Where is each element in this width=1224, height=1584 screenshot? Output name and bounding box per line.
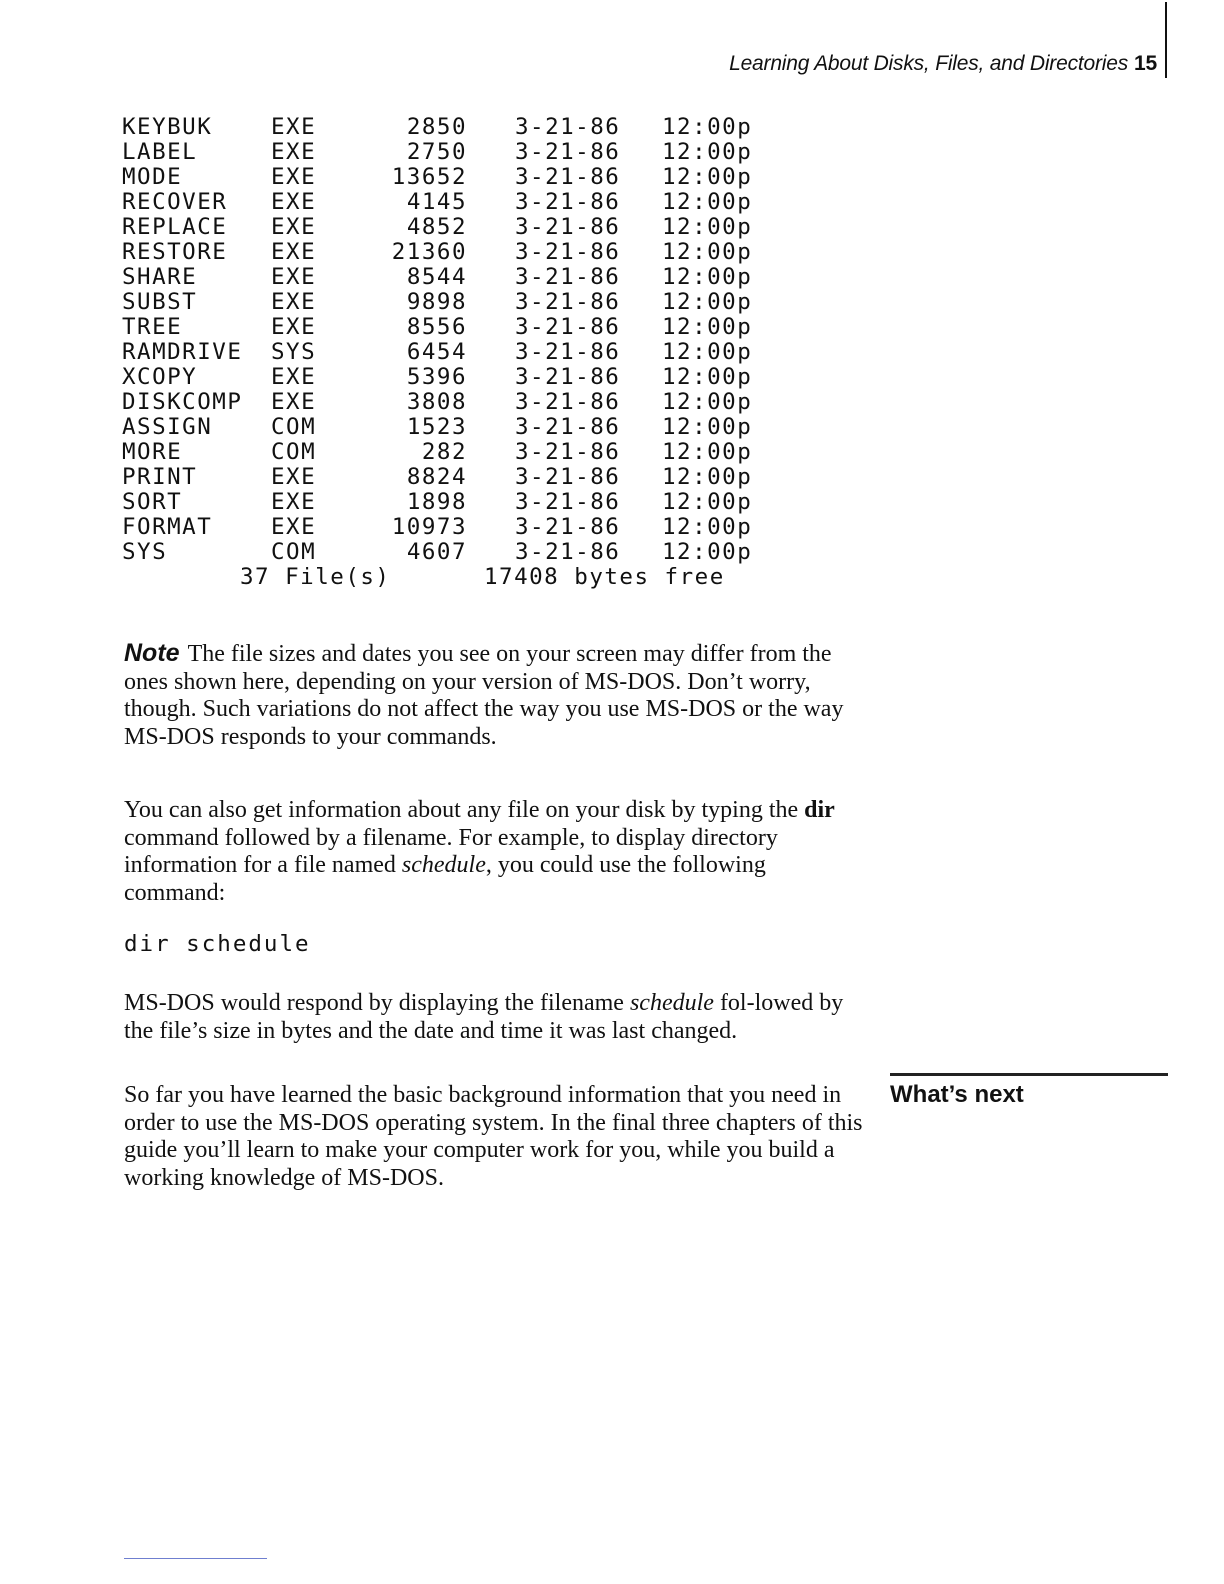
response-text-2: fol-lowed by the file’s size in bytes and the date and time it was last changed.	[124, 990, 844, 1044]
file-extension: EXE	[271, 264, 317, 290]
file-date: 3-21-86	[515, 464, 621, 490]
file-date: 3-21-86	[515, 164, 621, 190]
file-date: 3-21-86	[515, 389, 621, 415]
file-name: XCOPY	[122, 364, 198, 390]
note-label: Note	[124, 639, 180, 667]
file-date: 3-21-86	[515, 414, 621, 440]
file-name: DISKCOMP	[122, 389, 243, 415]
file-size: 1898	[406, 489, 467, 515]
file-size: 4145	[406, 189, 467, 215]
file-extension: EXE	[271, 189, 317, 215]
msdos-term: MS-DOS	[278, 1109, 370, 1136]
file-name: FORMAT	[122, 514, 213, 540]
schedule-term: schedule	[629, 990, 714, 1016]
file-size: 4607	[406, 539, 467, 565]
file-extension: EXE	[271, 114, 317, 140]
file-size: 8544	[406, 264, 467, 290]
file-time: 12:00p	[662, 514, 753, 540]
page-number: 15	[1134, 52, 1157, 75]
file-extension: EXE	[271, 464, 317, 490]
whats-next-heading: What’s next	[890, 1081, 1024, 1108]
file-extension: EXE	[271, 139, 317, 165]
file-time: 12:00p	[662, 189, 753, 215]
file-name: MODE	[122, 164, 183, 190]
file-date: 3-21-86	[515, 239, 621, 265]
dir-paragraph	[124, 797, 864, 907]
note-paragraph	[124, 640, 864, 751]
file-extension: EXE	[271, 489, 317, 515]
file-extension: EXE	[271, 214, 317, 240]
example-command: dir schedule	[124, 931, 311, 957]
file-name: REPLACE	[122, 214, 228, 240]
msdos-term: MS-DOS	[124, 723, 215, 750]
dir-text-2: command followed by a filename. For example, to display directory information for a file named	[124, 824, 778, 878]
note-text-4: responds to your commands.	[214, 723, 497, 750]
file-time: 12:00p	[662, 264, 753, 290]
file-date: 3-21-86	[515, 114, 621, 140]
dir-text-3: , you could use the following command:	[124, 852, 766, 906]
file-extension: COM	[271, 539, 317, 565]
file-time: 12:00p	[662, 239, 753, 265]
response-paragraph	[124, 990, 864, 1045]
file-name: SHARE	[122, 264, 198, 290]
next-text-2: operating system. In the final three chapters of this guide you’ll learn to make your computer work for you, while you build a working knowledge of	[124, 1109, 863, 1191]
next-text-3: .	[438, 1164, 444, 1191]
file-size: 8556	[406, 314, 467, 340]
file-size: 6454	[406, 339, 467, 365]
msdos-term: MS-DOS	[645, 696, 737, 722]
file-name: SYS	[122, 539, 168, 565]
file-size: 10973	[391, 514, 467, 540]
file-time: 12:00p	[662, 364, 753, 390]
msdos-term: MS-DOS	[584, 668, 676, 695]
file-size: 8824	[406, 464, 467, 490]
sidebar-rule	[890, 1073, 1168, 1076]
msdos-term: MS-DOS	[347, 1164, 438, 1191]
file-date: 3-21-86	[515, 339, 621, 365]
schedule-term: schedule	[401, 852, 486, 878]
file-size: 3808	[406, 389, 467, 415]
file-name: RAMDRIVE	[122, 339, 243, 365]
msdos-term: MS-DOS	[124, 990, 215, 1016]
file-name: PRINT	[122, 464, 198, 490]
file-name: TREE	[122, 314, 183, 340]
file-date: 3-21-86	[515, 314, 621, 340]
file-size: 4852	[406, 214, 467, 240]
file-name: LABEL	[122, 139, 198, 165]
file-extension: EXE	[271, 314, 317, 340]
file-time: 12:00p	[662, 114, 753, 140]
file-time: 12:00p	[662, 489, 753, 515]
file-name: RESTORE	[122, 239, 228, 265]
file-name: SUBST	[122, 289, 198, 315]
file-size: 2850	[406, 114, 467, 140]
file-time: 12:00p	[662, 539, 753, 565]
note-text-1: The file sizes and dates you see on your screen may differ from the ones shown here, depending on your version of	[124, 641, 832, 695]
file-time: 12:00p	[662, 314, 753, 340]
running-head	[560, 52, 1157, 76]
file-time: 12:00p	[662, 139, 753, 165]
dir-text-1: You can also get information about any file on your disk by typing the	[124, 797, 805, 823]
file-time: 12:00p	[662, 214, 753, 240]
file-date: 3-21-86	[515, 214, 621, 240]
file-name: RECOVER	[122, 189, 228, 215]
file-time: 12:00p	[662, 414, 753, 440]
page-edge-rule	[1165, 2, 1167, 78]
file-size: 21360	[391, 239, 467, 265]
file-count: 37 File(s)	[240, 564, 391, 590]
file-date: 3-21-86	[515, 364, 621, 390]
file-time: 12:00p	[662, 289, 753, 315]
file-size: 9898	[406, 289, 467, 315]
file-extension: EXE	[271, 514, 317, 540]
file-time: 12:00p	[662, 389, 753, 415]
file-date: 3-21-86	[515, 189, 621, 215]
file-size: 13652	[391, 164, 467, 190]
dir-command-term: dir	[804, 797, 835, 823]
footnote-rule	[124, 1558, 267, 1559]
file-date: 3-21-86	[515, 289, 621, 315]
file-size: 5396	[406, 364, 467, 390]
file-size: 282	[421, 439, 467, 465]
file-date: 3-21-86	[515, 489, 621, 515]
file-extension: EXE	[271, 239, 317, 265]
file-extension: COM	[271, 414, 317, 440]
file-time: 12:00p	[662, 464, 753, 490]
file-time: 12:00p	[662, 164, 753, 190]
file-size: 2750	[406, 139, 467, 165]
response-text-1: would respond by displaying the filename	[214, 990, 630, 1016]
file-extension: COM	[271, 439, 317, 465]
file-date: 3-21-86	[515, 539, 621, 565]
file-extension: EXE	[271, 364, 317, 390]
file-extension: EXE	[271, 389, 317, 415]
next-text-1: So far you have learned the basic background information that you need in order to use the	[124, 1082, 842, 1136]
note-text-2: . Don’t worry, though. Such variations do not affect the way you use	[124, 668, 811, 722]
file-date: 3-21-86	[515, 264, 621, 290]
file-name: ASSIGN	[122, 414, 213, 440]
file-extension: SYS	[271, 339, 317, 365]
whats-next-paragraph	[124, 1082, 864, 1192]
bytes-free: 17408 bytes free	[484, 564, 725, 590]
file-extension: EXE	[271, 164, 317, 190]
file-time: 12:00p	[662, 339, 753, 365]
file-date: 3-21-86	[515, 139, 621, 165]
file-date: 3-21-86	[515, 439, 621, 465]
file-time: 12:00p	[662, 439, 753, 465]
note-text-3: or the way	[736, 696, 844, 722]
running-head-title: Learning About Disks, Files, and Directories	[729, 52, 1129, 75]
file-extension: EXE	[271, 289, 317, 315]
file-name: SORT	[122, 489, 183, 515]
file-name: KEYBUK	[122, 114, 213, 140]
file-name: MORE	[122, 439, 183, 465]
file-size: 1523	[406, 414, 467, 440]
file-date: 3-21-86	[515, 514, 621, 540]
